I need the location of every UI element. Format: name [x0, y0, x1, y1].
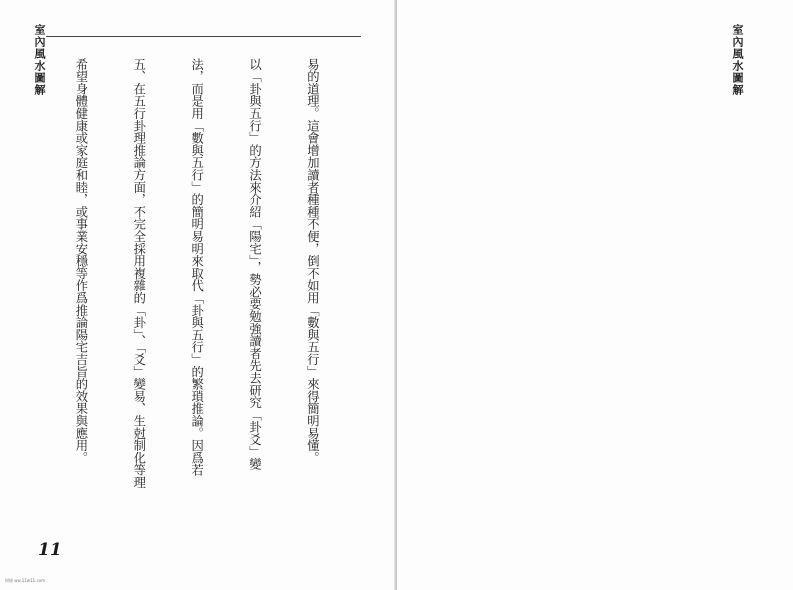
scan-watermark: 掃描 ww.11w11.com [5, 578, 45, 583]
text-line: 易的道理。這會增加讀者種種不便，倒不如用「數與五行」來得簡明易懂。 [305, 58, 320, 464]
text-line: 法，而是用「數與五行」的簡明易明來取代「卦與五行」的繁瑣推論。因爲若 [189, 58, 204, 477]
running-title-right: 室內風水圖解 [731, 24, 744, 96]
running-title-left: 室內風水圖解 [33, 24, 46, 96]
left-page [0, 0, 396, 590]
text-line: 五、在五行卦理推論方面，不完全採用複雜的「卦」、「爻」變易、生尅制化等理 [131, 58, 146, 489]
text-line: 希望身體健康或家庭和睦，或事業安穩等作爲推論陽宅吉旨的效果與應用。 [73, 58, 88, 464]
text-line: 以「卦與五行」的方法來介紹「陽宅」，勢必要勉強讀者先去研究「卦爻」變 [247, 58, 262, 471]
right-page [397, 0, 793, 590]
page-number-left: 11 [38, 540, 62, 560]
header-rule-left [46, 36, 361, 37]
text-column-left [38, 58, 360, 530]
